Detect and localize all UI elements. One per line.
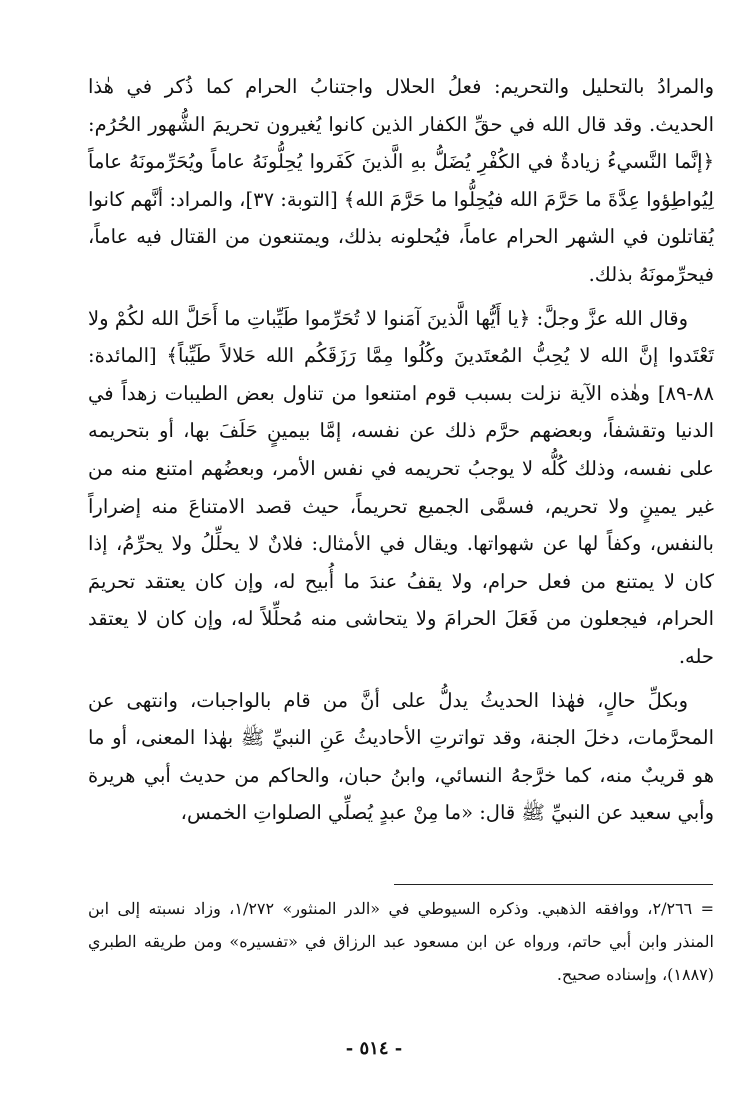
paragraph-2: وقال الله عزَّ وجلَّ: ﴿يا أَيُّها الَّذينَ آمَنوا لا تُحَرِّموا طَيِّباتِ ما أَحَلَّ الله لكُمْ ولا تَعْتَدوا إنَّ الله لا يُحِبُّ المُعتَدينَ وكُلُوا مِمَّا رَزَقَكُم الله حَلالاً طَيِّباً﴾ [المائدة: ٨٨-٨٩] وهٰذه الآية نزلت بسبب قوم امتنعوا من تناول بعض الطيبات زهداً في الدنيا وتقشفاً، وبعضهم حرَّم ذلك عن نفسه، إمَّا بيمينٍ حَلَفَ بها، أو بتحريمه على نفسه، وذلك كُلُّه لا يوجبُ تحريمه في نفس الأمر، وبعضُهم امتنع منه من غير يمينٍ ولا تحريم، فسمَّى الجميع تحريماً، حيث قصد الامتناعَ منه إضراراً بالنفس، وكفاً لها عن شهواتها. ويقال في الأمثال: فلانٌ لا يحلِّلُ ولا يحرِّمُ، إذا كان لا يمتنع من فعل حرام، ولا يقفُ عندَ ما أُبيح له، وإن كان يعتقد تحريمَ الحرام، فيجعلون من فَعَلَ الحرامَ ولا يتحاشى منه مُحلِّلاً له، وإن كان لا يعتقد حله.	[88, 306, 714, 668]
paragraph-1: والمرادُ بالتحليل والتحريم: فعلُ الحلال واجتنابُ الحرام كما ذُكر في هٰذا الحديث. وقد قال الله في حقِّ الكفار الذين كانوا يُغيرون تحريمَ الشُّهور الحُرُم: ﴿إنَّما النَّسيءُ زيادةٌ في الكُفْرِ يُضَلُّ بهِ الَّذينَ كَفَروا يُحِلُّونَهُ عاماً ويُحَرِّمونَهُ عاماً لِيُواطِؤوا عِدَّةَ ما حَرَّمَ الله فيُحِلُّوا ما حَرَّمَ الله﴾ [التوبة: ٣٧]، والمراد: أنَّهم كانوا يُقاتلون في الشهر الحرام عاماً، فيُحلونه بذلك، ويمتنعون من القتال فيه عاماً، فيحرِّمونَهُ بذلك.	[88, 75, 714, 286]
main-text	[88, 68, 714, 832]
page-number: - ٥١٤ -	[345, 1038, 403, 1059]
paragraph-3: وبكلِّ حالٍ، فهٰذا الحديثُ يدلُّ على أنَّ من قام بالواجبات، وانتهى عن المحرَّمات، دخلَ الجنة، وقد تواترتِ الأحاديثُ عَنِ النبيِّ ﷺ بهٰذا المعنى، أو ما هو قريبٌ منه، كما خرَّجهُ النسائي، وابنُ حبان، والحاكم من حديث أبي هريرة وأبي سعيد عن النبيِّ ﷺ قال: «ما مِنْ عبدٍ يُصلِّي الصلواتِ الخمس،	[88, 688, 714, 825]
footnote-divider	[394, 884, 713, 885]
footnote-text: = ٢/٢٦٦، ووافقه الذهبي. وذكره السيوطي في «الدر المنثور» ١/٢٧٢، وزاد نسبته إلى ابن المنذر وابن أبي حاتم، ورواه عن ابن مسعود عبد الرزاق في «تفسيره» ومن طريقه الطبري (١٨٨٧)، وإسناده صحيح.	[88, 899, 715, 984]
footnote-area	[88, 892, 714, 991]
